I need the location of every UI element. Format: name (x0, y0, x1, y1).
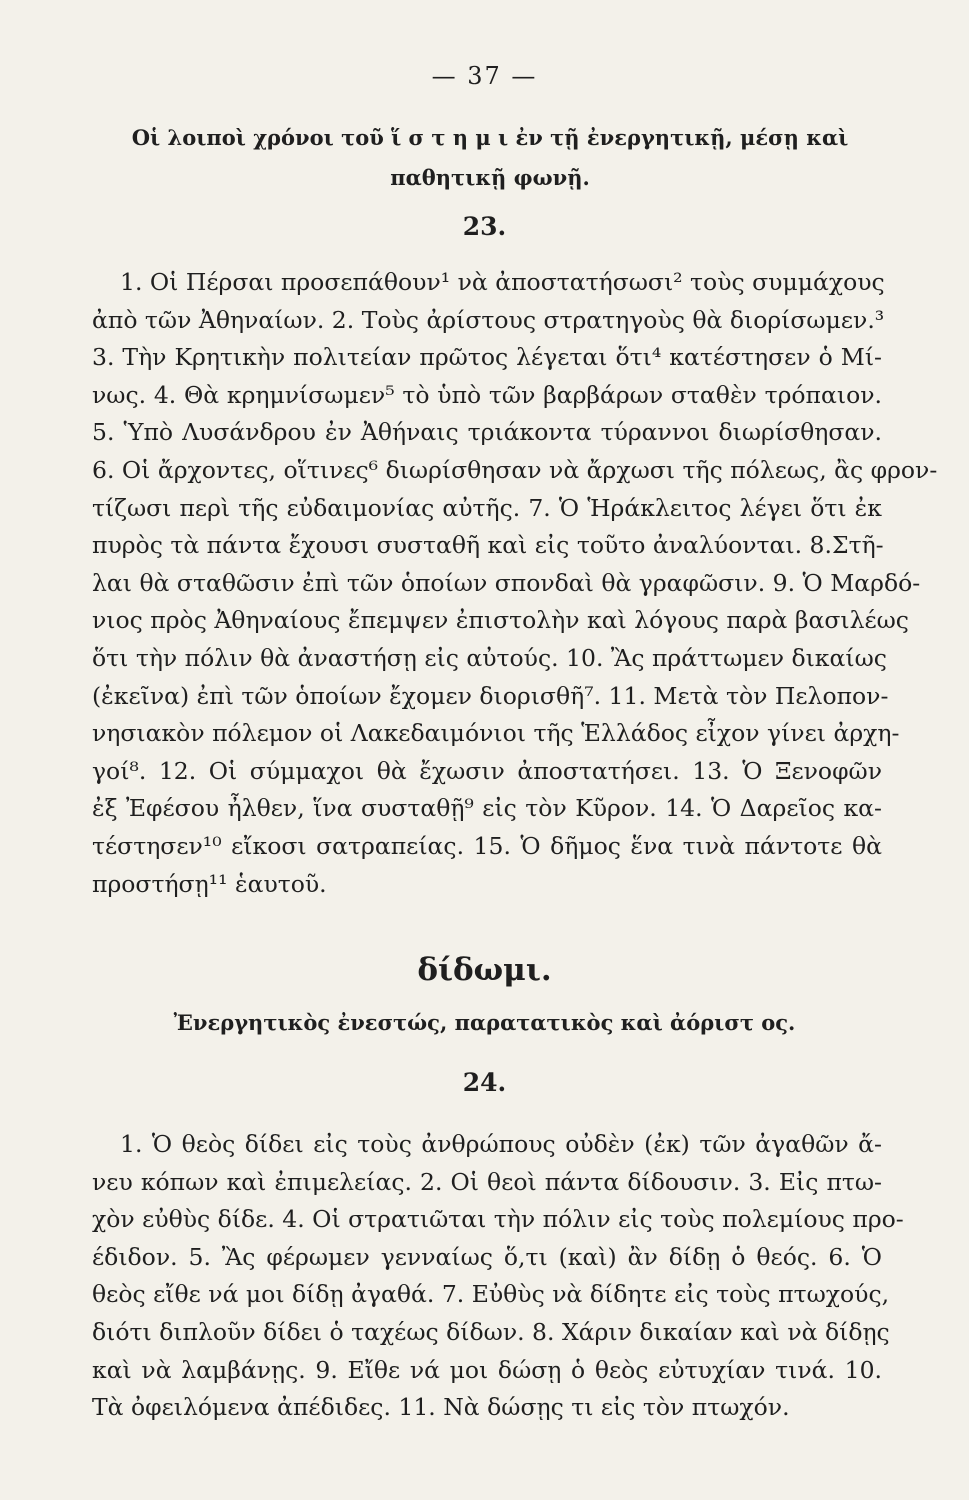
text-line: νως. 4. Θὰ κρημνίσωμεν⁵ τὸ ὑπὸ τῶν βαρβάρων σταθὲν τρόπαιον. (92, 380, 882, 409)
text-line: έδιδον. 5. Ἂς φέρωμεν γενναίως ὅ,τι (καὶ) ἂν δίδῃ ὁ θεός. 6. Ὁ (92, 1242, 882, 1271)
text-line: 5. Ὑπὸ Λυσάνδρου ἐν Ἀθήναις τριάκοντα τύραννοι διωρίσθησαν. (92, 418, 882, 447)
verb-title: δίδωμι. (417, 952, 552, 988)
heading-line: Οἱ λοιποὶ χρόνοι τοῦ ἵ σ τ η μ ι ἐν τῇ ἐνεργητικῇ, μέσῃ καὶ (131, 125, 849, 150)
text-line: νιος πρὸς Ἀθηναίους ἔπεμψεν ἐπιστολὴν καὶ λόγους παρὰ βασιλέως (92, 606, 909, 635)
text-line: 1. Ὁ θεὸς δίδει εἰς τοὺς ἀνθρώπους οὐδὲν (ἐκ) τῶν ἀγαθῶν ἄ- (120, 1130, 882, 1158)
text-line: ἀπὸ τῶν Ἀθηναίων. 2. Τοὺς ἀρίστους στρατηγοὺς θὰ διορίσωμεν.³ (92, 305, 885, 334)
text-line: (ἐκεῖνα) ἐπὶ τῶν ὁποίων ἔχομεν διορισθῆ⁷. 11. Μετὰ τὸν Πελοπον- (92, 681, 889, 710)
text-line: διότι διπλοῦν δίδει ὁ ταχέως δίδων. 8. Χάριν δικαίαν καὶ νὰ δίδῃς (92, 1317, 890, 1346)
text-line: Τὰ ὀφειλόμενα ἀπέδιδες. 11. Νὰ δώσῃς τι εἰς τὸν πτωχόν. (92, 1393, 790, 1422)
exercise-23-text (92, 264, 938, 903)
text-line: ὅτι τὴν πόλιν θὰ ἀναστήσῃ εἰς αὐτούς. 10. Ἂς πράττωμεν δικαίως (92, 643, 887, 672)
text-line: 3. Τὴν Κρητικὴν πολιτείαν πρῶτος λέγεται ὅτι⁴ κατέστησεν ὁ Μί- (92, 343, 882, 372)
text-line: νησιακὸν πόλεμον οἱ Λακεδαιμόνιοι τῆς Ἑλλάδος εἶχον γίνει ἀρχη- (92, 719, 900, 748)
text-line: τίζωσι περὶ τῆς εὐδαιμονίας αὐτῆς. 7. Ὁ Ἡράκλειτος λέγει ὅτι ἐκ (92, 493, 882, 522)
text-line: καὶ νὰ λαμβάνῃς. 9. Εἴθε νά μοι δώσῃ ὁ θεὸς εὐτυχίαν τινά. 10. (92, 1355, 882, 1384)
text-line: ἐξ Ἐφέσου ἦλθεν, ἵνα συσταθῇ⁹ εἰς τὸν Κῦρον. 14. Ὁ Δαρεῖος κα- (92, 794, 882, 823)
text-line: λαι θὰ σταθῶσιν ἐπὶ τῶν ὁποίων σπονδαὶ θὰ γραφῶσιν. 9. Ὁ Μαρδό- (92, 568, 921, 597)
section-heading-23 (90, 118, 890, 198)
page-number: — 37 — (431, 62, 538, 90)
tense-subheading: Ἐνεργητικὸς ἐνεστώς, παρατατικὸς καὶ ἀόριστ ος. (173, 1010, 796, 1035)
text-line: πυρὸς τὰ πάντα ἔχουσι συσταθῆ καὶ εἰς τοῦτο ἀναλύονται. 8.Στῆ- (92, 531, 884, 560)
text-line: γοί⁸. 12. Οἱ σύμμαχοι θὰ ἔχωσιν ἀποστατήσει. 13. Ὁ Ξενοφῶν (92, 756, 882, 785)
text-line: 6. Οἱ ἄρχοντες, οἵτινες⁶ διωρίσθησαν νὰ ἄρχωσι τῆς πόλεως, ἂς φρον- (92, 455, 938, 484)
text-line: χὸν εὐθὺς δίδε. 4. Οἱ στρατιῶται τὴν πόλιν εἰς τοὺς πολεμίους προ- (92, 1205, 904, 1234)
text-line: 1. Οἱ Πέρσαι προσεπάθουν¹ νὰ ἀποστατήσωσι² τοὺς συμμάχους (120, 268, 885, 296)
heading-line: παθητικῇ φωνῇ. (390, 165, 590, 190)
exercise-number-23: 23. (462, 212, 507, 241)
text-line: νευ κόπων καὶ ἐπιμελείας. 2. Οἱ θεοὶ πάντα δίδουσιν. 3. Εἰς πτω- (92, 1167, 882, 1196)
text-line: θεὸς εἴθε νά μοι δίδῃ ἀγαθά. 7. Εὐθὺς νὰ δίδητε εἰς τοὺς πτωχούς, (92, 1280, 890, 1309)
text-line: προστήσῃ¹¹ ἑαυτοῦ. (92, 869, 327, 898)
text-line: τέστησεν¹⁰ εἴκοσι σατραπείας. 15. Ὁ δῆμος ἕνα τινὰ πάντοτε θὰ (92, 831, 882, 860)
exercise-number-24: 24. (462, 1068, 507, 1097)
exercise-24-text (92, 1126, 904, 1427)
